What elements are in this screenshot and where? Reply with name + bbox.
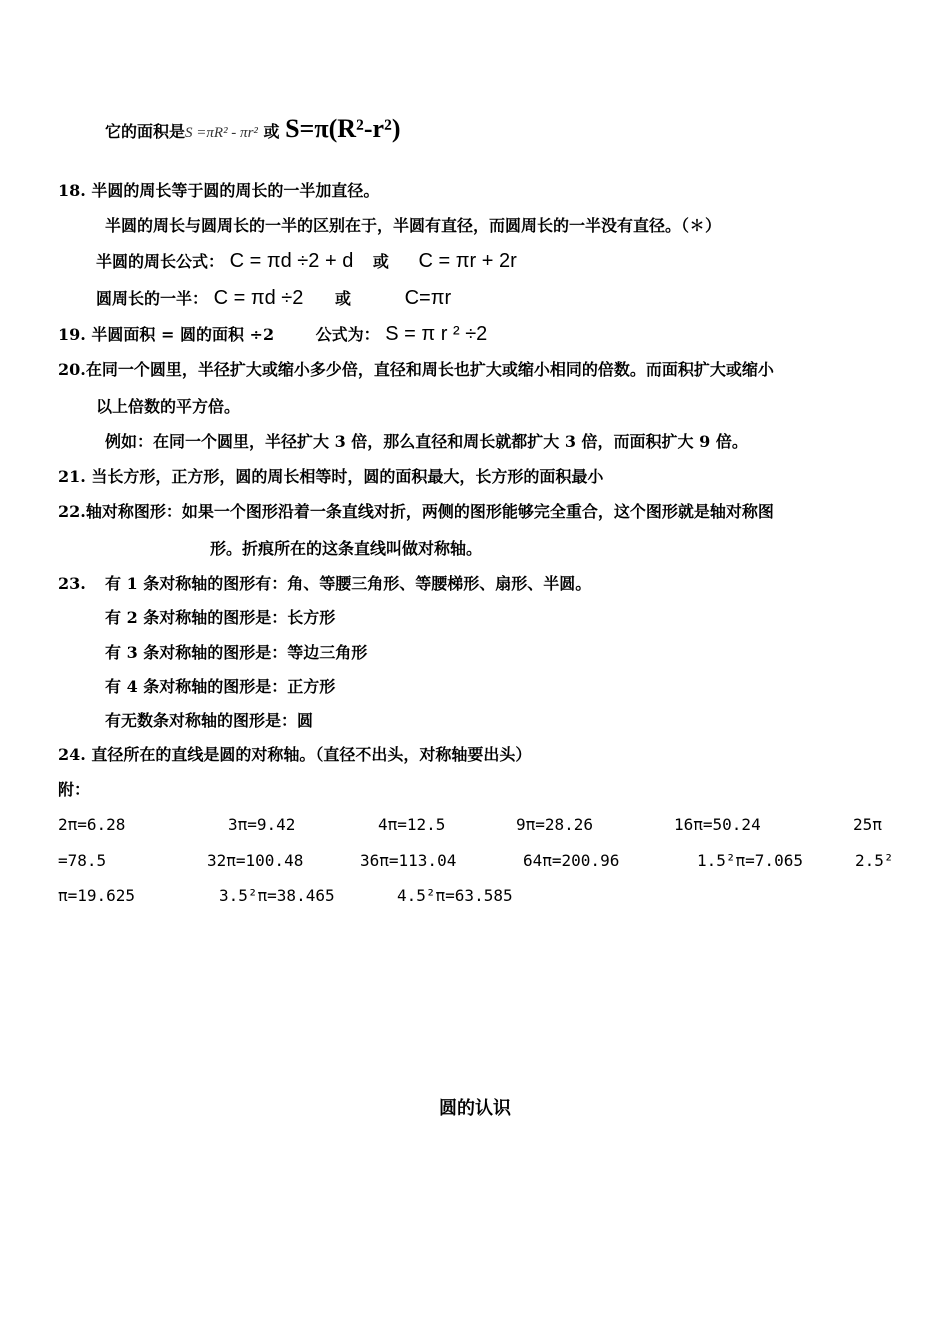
half-formula-2: C=πr — [404, 287, 452, 309]
half-or: 或 — [335, 289, 352, 308]
area-formula-2: S=π(R²-r²) — [285, 114, 401, 143]
appendix-value: 4.5²π=63.585 — [397, 886, 513, 905]
item-23-line-4: 有 4 条对称轴的图形是：正方形 — [105, 677, 336, 696]
half-circumference-formula — [96, 287, 451, 310]
item-23-num: 23. — [58, 574, 86, 593]
area-prefix: 它的面积是 — [105, 122, 186, 141]
item-24: 24. 直径所在的直线是圆的对称轴。（直径不出头，对称轴要出头） — [58, 745, 532, 764]
appendix-value: 36π=113.04 — [360, 851, 457, 870]
section-title: 圆的认识 — [439, 1098, 511, 1119]
appendix-value: 3.5²π=38.465 — [219, 886, 335, 905]
item-18-num: 18. — [58, 181, 86, 200]
area-formula-1: S =πR² - πr² — [185, 125, 258, 141]
semi-label: 半圆的周长公式： — [96, 252, 225, 271]
item-18 — [58, 180, 379, 202]
item-20-line-1: 20.在同一个圆里，半径扩大或缩小多少倍，直径和周长也扩大或缩小相同的倍数。而面积扩大或缩小 — [58, 360, 774, 379]
semicircle-perimeter-formula — [96, 250, 517, 273]
appendix-value: 3π=9.42 — [228, 815, 296, 834]
item-23-line-5: 有无数条对称轴的图形是：圆 — [105, 711, 314, 730]
item-19-formula: S = π r ² ÷2 — [385, 323, 488, 345]
appendix-value: 2.5² — [855, 851, 894, 870]
appendix-label: 附： — [58, 780, 91, 799]
area-line — [105, 114, 401, 144]
area-or: 或 — [263, 122, 280, 141]
item-21: 21. 当长方形，正方形，圆的周长相等时，圆的面积最大，长方形的面积最小 — [58, 467, 604, 486]
appendix-value: 1.5²π=7.065 — [697, 851, 803, 870]
appendix-value: 32π=100.48 — [207, 851, 304, 870]
appendix-value: 64π=200.96 — [523, 851, 620, 870]
semi-or: 或 — [372, 252, 389, 271]
semi-formula-2: C = πr + 2r — [418, 250, 517, 272]
appendix-value: 2π=6.28 — [58, 815, 126, 834]
item-23-line-1: 有 1 条对称轴的图形有：角、等腰三角形、等腰梯形、扇形、半圆。 — [105, 574, 592, 593]
item-18-text: 半圆的周长等于圆的周长的一半加直径。 — [91, 181, 380, 200]
half-formula-1: C = πd ÷2 — [213, 287, 304, 309]
item-19 — [58, 323, 487, 346]
appendix-value: 25π — [853, 815, 882, 834]
appendix-value: π=19.625 — [58, 886, 136, 905]
appendix-value: 16π=50.24 — [674, 815, 761, 834]
item-20-line-2: 以上倍数的平方倍。 — [96, 397, 241, 416]
item-23-line-3: 有 3 条对称轴的图形是：等边三角形 — [105, 643, 368, 662]
semi-formula-1: C = πd ÷2 + d — [229, 250, 354, 272]
item-19-text: 半圆面积 = 圆的面积 ÷2 — [91, 325, 275, 344]
item-22-line-1: 22.轴对称图形：如果一个图形沿着一条直线对折，两侧的图形能够完全重合，这个图形就是轴对称图 — [58, 502, 774, 521]
item-18-diff: 半圆的周长与圆周长的一半的区别在于，半圆有直径，而圆周长的一半没有直径。（✽） — [105, 216, 722, 235]
item-19-num: 19. — [58, 325, 86, 344]
item-23-line-2: 有 2 条对称轴的图形是：长方形 — [105, 608, 336, 627]
appendix-value: 4π=12.5 — [378, 815, 446, 834]
item-22-line-2: 形。折痕所在的这条直线叫做对称轴。 — [210, 539, 483, 558]
appendix-value: 9π=28.26 — [516, 815, 594, 834]
half-label: 圆周长的一半： — [96, 289, 209, 308]
item-20-example: 例如：在同一个圆里，半径扩大 3 倍，那么直径和周长就都扩大 3 倍，而面积扩大 9 倍。 — [105, 432, 748, 451]
appendix-value: =78.5 — [58, 851, 107, 870]
item-19-label: 公式为： — [315, 325, 380, 344]
